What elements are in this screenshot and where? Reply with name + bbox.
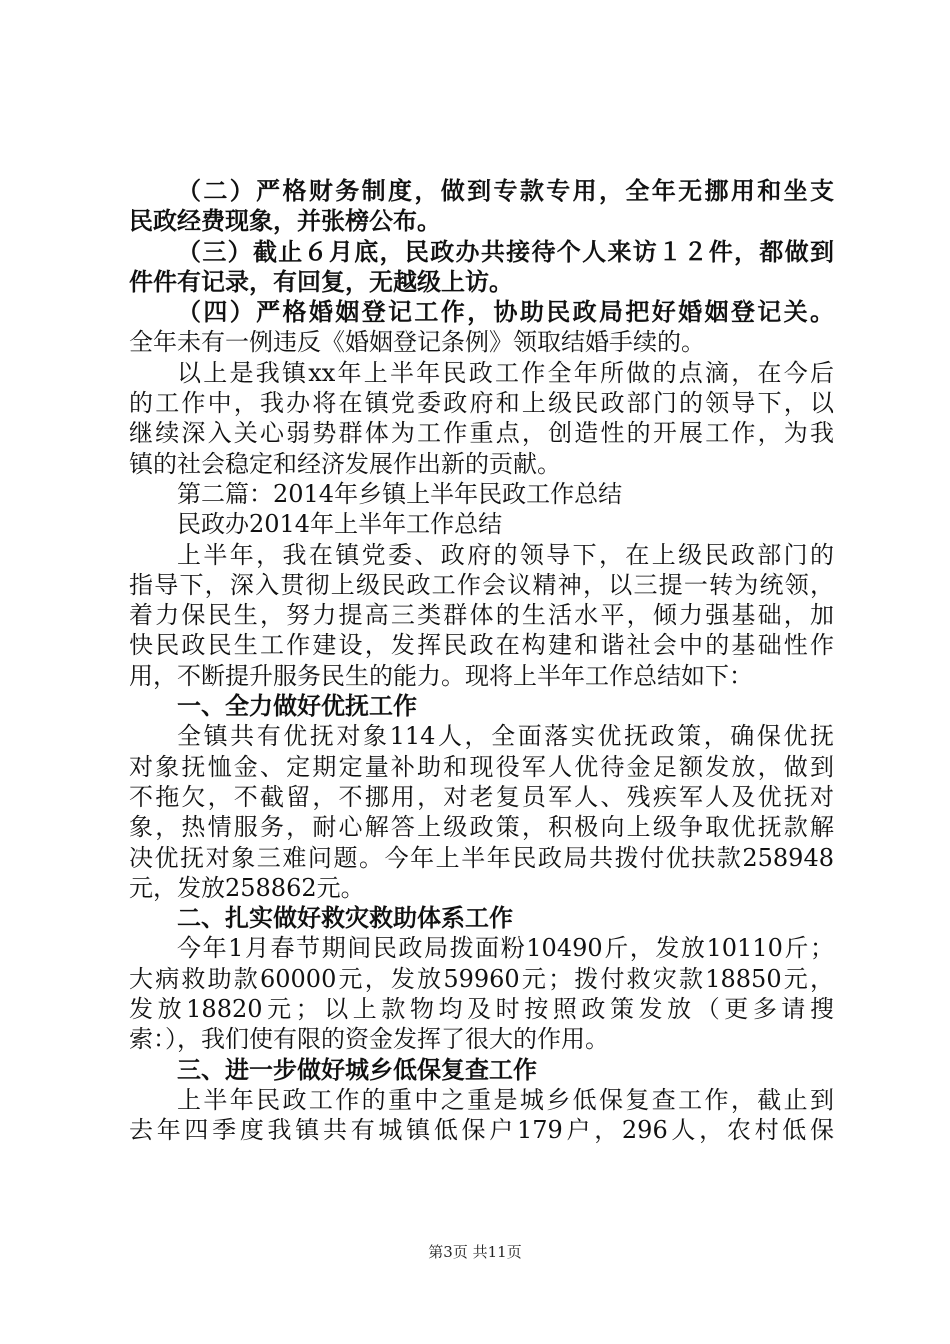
paragraph-line: 继续深入关心弱势群体为工作重点，创造性的开展工作，为我	[129, 419, 834, 448]
paragraph-line: 去年四季度我镇共有城镇低保户179户，296人，农村低保	[129, 1116, 834, 1145]
paragraph-line: （三）截止６月底，民政办共接待个人来访１２件，都做到	[177, 237, 834, 266]
paragraph-line: 大病救助款60000元，发放59960元；拨付救灾款18850元，	[129, 964, 834, 993]
paragraph-line: 今年1月春节期间民政局拨面粉10490斤，发放10110斤；	[177, 934, 834, 963]
paragraph-line: （二）严格财务制度，做到专款专用，全年无挪用和坐支	[177, 177, 834, 205]
paragraph-line: 发放18820元；以上款物均及时按照政策发放（更多请搜	[129, 995, 834, 1024]
paragraph-line: 指导下，深入贯彻上级民政工作会议精神，以三提一转为统领，	[129, 570, 834, 599]
paragraph-line: 上半年民政工作的重中之重是城乡低保复查工作，截止到	[177, 1085, 834, 1114]
paragraph-line: 件件有记录，有回复，无越级上访。	[129, 267, 513, 296]
section-heading: 二、扎实做好救灾救助体系工作	[177, 904, 513, 933]
page-number-footer: 第3页 共11页	[428, 1243, 522, 1261]
paragraph-line: 索：），我们使有限的资金发挥了很大的作用。	[129, 1025, 609, 1054]
paragraph-line: 不拖欠，不截留，不挪用，对老复员军人、残疾军人及优抚对	[129, 782, 834, 811]
paragraph-line: 民政经费现象，并张榜公布。	[129, 207, 441, 236]
paragraph-line: 快民政民生工作建设，发挥民政在构建和谐社会中的基础性作	[129, 631, 834, 660]
section-title: 第二篇：2014年乡镇上半年民政工作总结	[177, 479, 623, 508]
paragraph-line: 以上是我镇xx年上半年民政工作全年所做的点滴，在今后	[177, 358, 834, 387]
paragraph-line: 全镇共有优抚对象114人，全面落实优抚政策，确保优抚	[177, 722, 834, 751]
document-body	[129, 176, 834, 1146]
paragraph-line: 元，发放258862元。	[129, 873, 365, 902]
paragraph-line: 的工作中，我办将在镇党委政府和上级民政部门的领导下，以	[129, 389, 834, 418]
paragraph-line: 着力保民生，努力提高三类群体的生活水平，倾力强基础，加	[129, 601, 834, 630]
paragraph-line: 全年未有一例违反《婚姻登记条例》领取结婚手续的。	[129, 328, 705, 357]
paragraph-line: （四）严格婚姻登记工作，协助民政局把好婚姻登记关。	[177, 298, 834, 327]
paragraph-line: 用，不断提升服务民生的能力。现将上半年工作总结如下：	[129, 661, 753, 690]
section-heading: 三、进一步做好城乡低保复查工作	[177, 1055, 537, 1084]
paragraph-line: 决优抚对象三难问题。今年上半年民政局共拨付优扶款258948	[129, 843, 834, 872]
section-heading: 一、全力做好优抚工作	[177, 692, 417, 721]
paragraph-line: 镇的社会稳定和经济发展作出新的贡献。	[129, 449, 561, 478]
paragraph-line: 象，热情服务，耐心解答上级政策，积极向上级争取优抚款解	[129, 813, 834, 842]
paragraph-line: 上半年，我在镇党委、政府的领导下，在上级民政部门的	[177, 540, 834, 569]
document-subtitle: 民政办2014年上半年工作总结	[177, 510, 503, 539]
paragraph-line: 对象抚恤金、定期定量补助和现役军人优待金足额发放，做到	[129, 752, 834, 781]
